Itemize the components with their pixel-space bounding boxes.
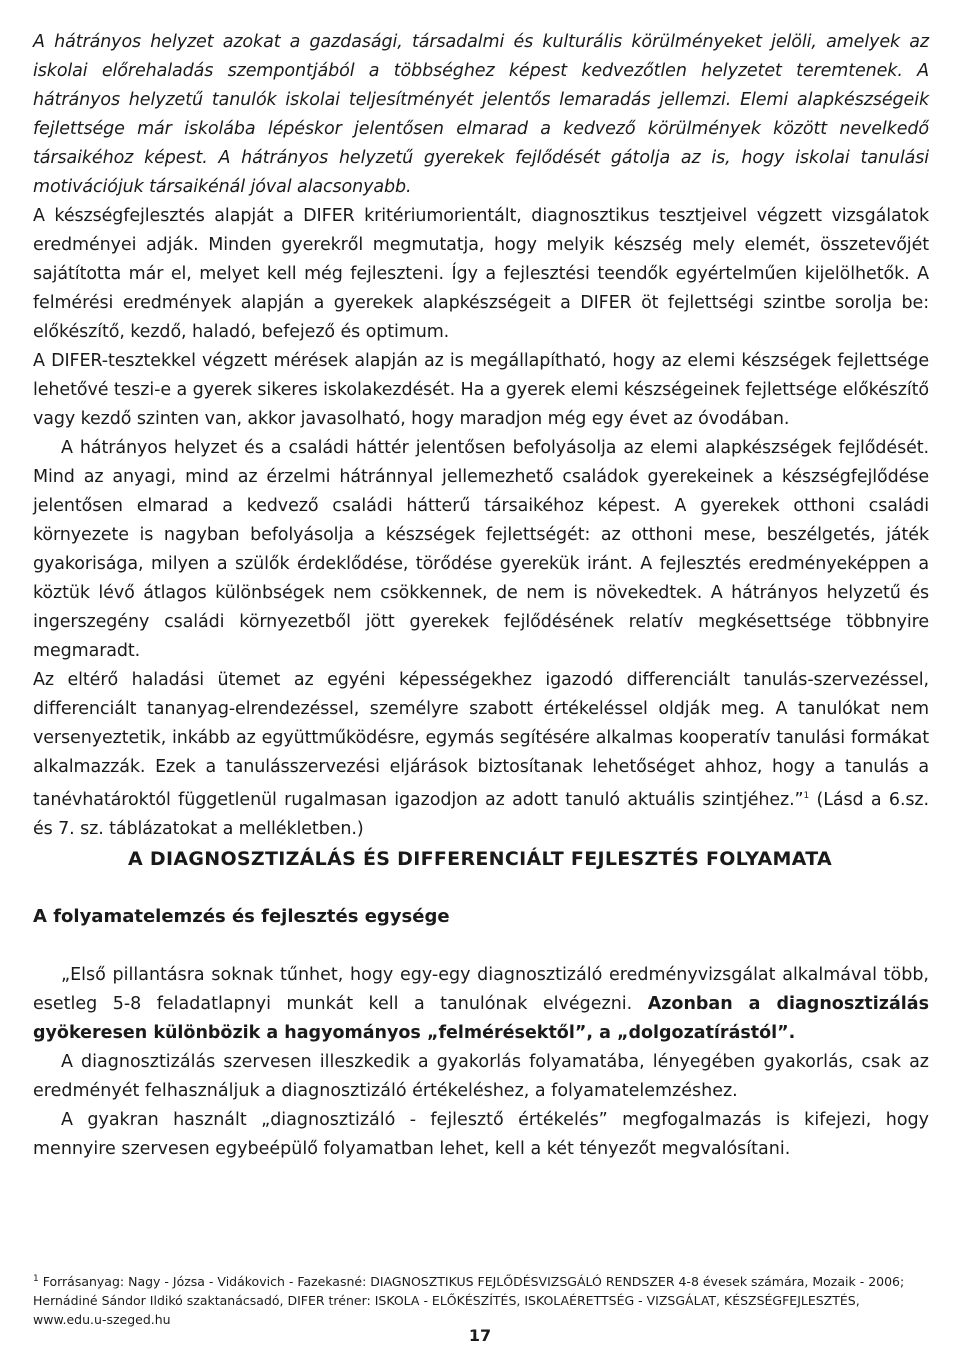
paragraph: A hátrányos helyzet és a családi háttér jelentősen befolyásolja az elemi alapkészségek fejlődését. Mind az anyagi, mind az érzelmi hátránnyal jellemezhető családok gyerekeinek a készségfejlődése jelentősen elmarad a kedvező családi hátterű társaikéhoz képest. A gyerekek otthoni családi környezete is nagyban befolyásolja a készségek fejlettségét: az otthoni mese, beszélgetés, játék gyakorisága, milyen a szülők érdeklődése, törődése gyerekük iránt. A fejlesztés eredményeképpen a köztük lévő átlagos különbségek nem csökkennek, de nem is növekedtek. A hátrányos helyzetű és ingerszegény családi környezetből jött gyerekek fejlődésének relatív megkésettsége többnyire megmaradt. [33, 438, 929, 661]
footnote-body: Forrásanyag: Nagy - Józsa - Vidákovich - Fazekasné: DIAGNOSZTIKUS FEJLŐDÉSVIZSGÁLÓ RENDSZER 4-8 évesek számára, Mozaik - 2006; Hernádiné Sándor Ildikó szaktanácsadó, DIFER tréner: ISKOLA - ELŐKÉSZÍTÉS, ISKOLAÉRETTSÉG - VIZSGÁLAT, KÉSZSÉGFEJLESZTÉS, www.edu.u-szeged.hu [33, 1274, 905, 1328]
footnote [33, 1270, 929, 1329]
paragraph-text: Az eltérő haladási ütemet az egyéni képességekhez igazodó differenciált tanulás-szervezéssel, differenciált tananyag-elrendezéssel, személyre szabott értékeléssel oldják meg. A tanulókat nem versenyeztetik, inkább az együttműködésre, egymás segítésére alkalmas kooperatív tanulási formákat alkalmazzák. Ezek a tanulásszervezési eljárások biztosítanak lehetőséget ahhoz, hogy a tanulás a tanévhatároktól függetlenül rugalmasan igazodjon az adott tanuló aktuális szintjéhez.” [33, 670, 929, 810]
paragraph: A készségfejlesztés alapját a DIFER kritériumorientált, diagnosztikus tesztjeivel végzett vizsgálatok eredményei adják. Minden gyerekről megmutatja, hogy melyik készség mely elemét, összetevőjét sajátította már el, melyet kell még fejleszteni. Így a fejlesztési teendők egyértelműen kijelölhetők. A felmérési eredmények alapján a gyerekek alapkészségeit a DIFER öt fejlettségi szintbe sorolja be: előkészítő, kezdő, haladó, befejező és optimum. [33, 206, 929, 342]
paragraph-text: A hátrányos helyzetű gyerekek fejlődését gátolja az is, hogy iskolai tanulási motivációjuk társaikénál jóval alacsonyabb. [33, 148, 929, 197]
paragraph-text: „Első pillantásra soknak tűnhet, hogy egy-egy diagnosztizáló eredményvizsgálat alkalmával több, esetleg 5-8 feladatlapnyi munkát kell a tanulónak elvégezni. [33, 965, 929, 1014]
paragraph-text: (Lásd a 6.sz. és 7. sz. táblázatokat a mellékletben.) [33, 789, 929, 839]
body-text [33, 28, 929, 844]
footnote-marker: 1 [33, 1274, 39, 1284]
section-heading: A DIAGNOSZTIZÁLÁS ÉS DIFFERENCIÁLT FEJLESZTÉS FOLYAMATA [128, 848, 832, 870]
paragraph: A gyakran használt „diagnosztizáló - fejlesztő értékelés” megfogalmazás is kifejezi, hogy mennyire szervesen egybeépülő folyamatban lehet, kell a két tényezőt megvalósítani. [33, 1110, 929, 1159]
subsection-heading: A folyamatelemzés és fejlesztés egysége [33, 906, 450, 927]
footnote-ref: 1 [803, 791, 810, 801]
paragraph [33, 28, 929, 202]
footnote-text [33, 1270, 929, 1329]
paragraph: A diagnosztizálás szervesen illeszkedik a gyakorlás folyamatába, lényegében gyakorlás, csak az eredményét felhasználjuk a diagnosztizáló értékeléshez, a folyamatelemzéshez. [33, 1052, 929, 1101]
paragraph [33, 666, 929, 844]
quote-block [33, 961, 929, 1164]
bold-text: Azonban a diagnosztizálás gyökeresen különbözik a hagyományos „felmérésektől”, a „dolgozatírástól”. [33, 994, 930, 1043]
page-number: 17 [468, 1326, 492, 1345]
paragraph: A DIFER-tesztekkel végzett mérések alapján az is megállapítható, hogy az elemi készségek fejlettsége lehetővé teszi-e a gyerek sikeres iskolakezdését. Ha a gyerek elemi készségeinek fejlettsége előkészítő vagy kezdő szinten van, akkor javasolható, hogy maradjon még egy évet az óvodában. [33, 351, 929, 429]
paragraph [33, 961, 929, 1048]
paragraph-text: A hátrányos helyzet azokat a gazdasági, társadalmi és kulturális körülményeket jelöli, amelyek az iskolai előrehaladás szempontjából a többséghez képest kedvezőtlen helyzetet teremtenek. A hátrányos helyzetű tanulók iskolai teljesítményét jelentős lemaradás jellemzi. Elemi alapkészségeik fejlettsége már iskolába lépéskor jelentősen elmarad a kedvező körülmények között nevelkedő társaikéhoz képest. [33, 32, 929, 168]
